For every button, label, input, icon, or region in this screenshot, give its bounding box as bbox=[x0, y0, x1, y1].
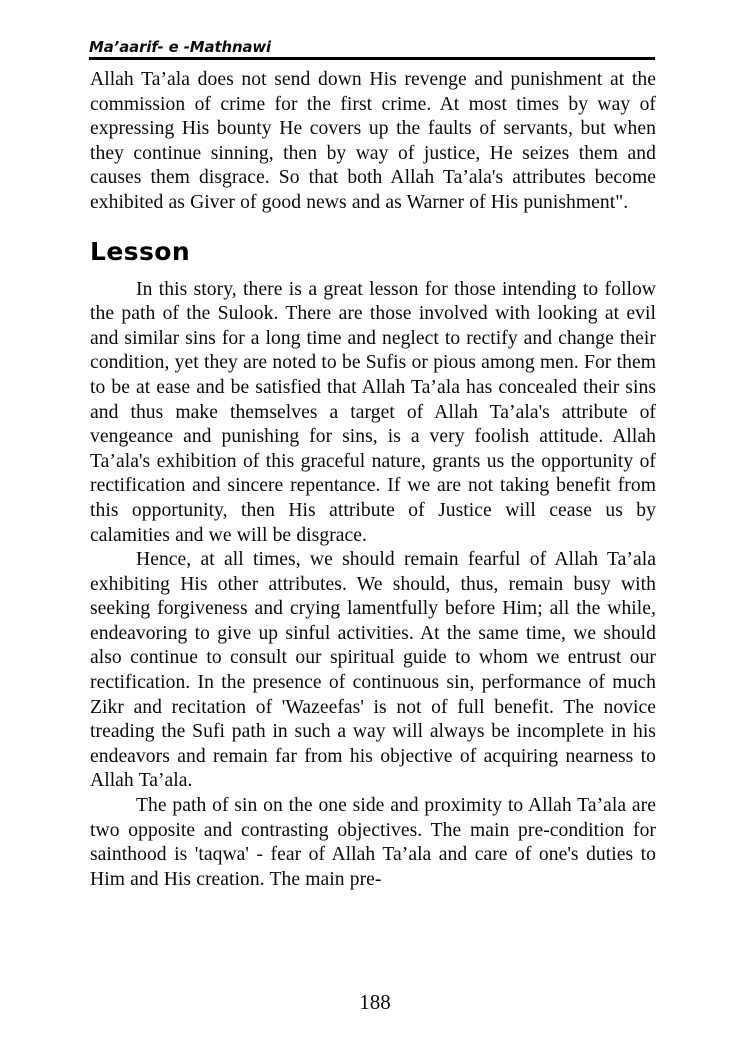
header-divider-rule bbox=[89, 57, 655, 60]
page-body-column bbox=[90, 68, 656, 892]
paragraph-lesson-2: Hence, at all times, we should remain fearful of Allah Ta’ala exhibiting His other attributes. We should, thus, remain busy with seeking forgiveness and crying lamentfully before Him; all the while, endeavoring to give up sinful activities. At the same time, we should also continue to consult our spiritual guide to whom we entrust our rectification. In the presence of continuous sin, performance of much Zikr and recitation of 'Wazeefas' is not of full benefit. The novice treading the Sufi path in such a way will always be incomplete in his endeavors and remain far from his objective of acquiring nearness to Allah Ta’ala. bbox=[90, 549, 656, 792]
page-number-folio: 188 bbox=[359, 990, 391, 1014]
paragraph-lesson-3: The path of sin on the one side and proximity to Allah Ta’ala are two opposite and contrasting objectives. The main pre-condition for sainthood is 'taqwa' - fear of Allah Ta’ala and care of one's duties to Him and His creation. The main pre- bbox=[90, 795, 656, 890]
section-heading-lesson: Lesson bbox=[90, 236, 191, 266]
heading-bottom-spacer bbox=[90, 267, 656, 278]
paragraph-opening: Allah Ta’ala does not send down His revenge and punishment at the commission of crime for the first crime. At most times by way of expressing His bounty He covers up the faults of servants, but when they continue sinning, then by way of justice, He seizes them and causes them disgrace. So that both Allah Ta’ala's attributes become exhibited as Giver of good news and as Warner of His punishment". bbox=[90, 69, 656, 213]
running-header-title: Ma’aarif- e -Mathnawi bbox=[89, 38, 272, 56]
heading-top-spacer bbox=[90, 216, 656, 237]
running-header bbox=[89, 38, 655, 60]
paragraph-lesson-1: In this story, there is a great lesson for those intending to follow the path of the Sulook. There are those involved with looking at evil and similar sins for a long time and neglect to rectify and change their condition, yet they are noted to be Sufis or pious among men. For them to be at ease and be satisfied that Allah Ta’ala has concealed their sins and thus make themselves a target of Allah Ta’ala's attribute of vengeance and punishing for sins, is a very foolish attitude. Allah Ta’ala's exhibition of this graceful nature, grants us the opportunity of rectification and sincere repentance. If we are not taking benefit from this opportunity, then His attribute of Justice will cease us by calamities and we will be disgrace. bbox=[90, 278, 656, 546]
